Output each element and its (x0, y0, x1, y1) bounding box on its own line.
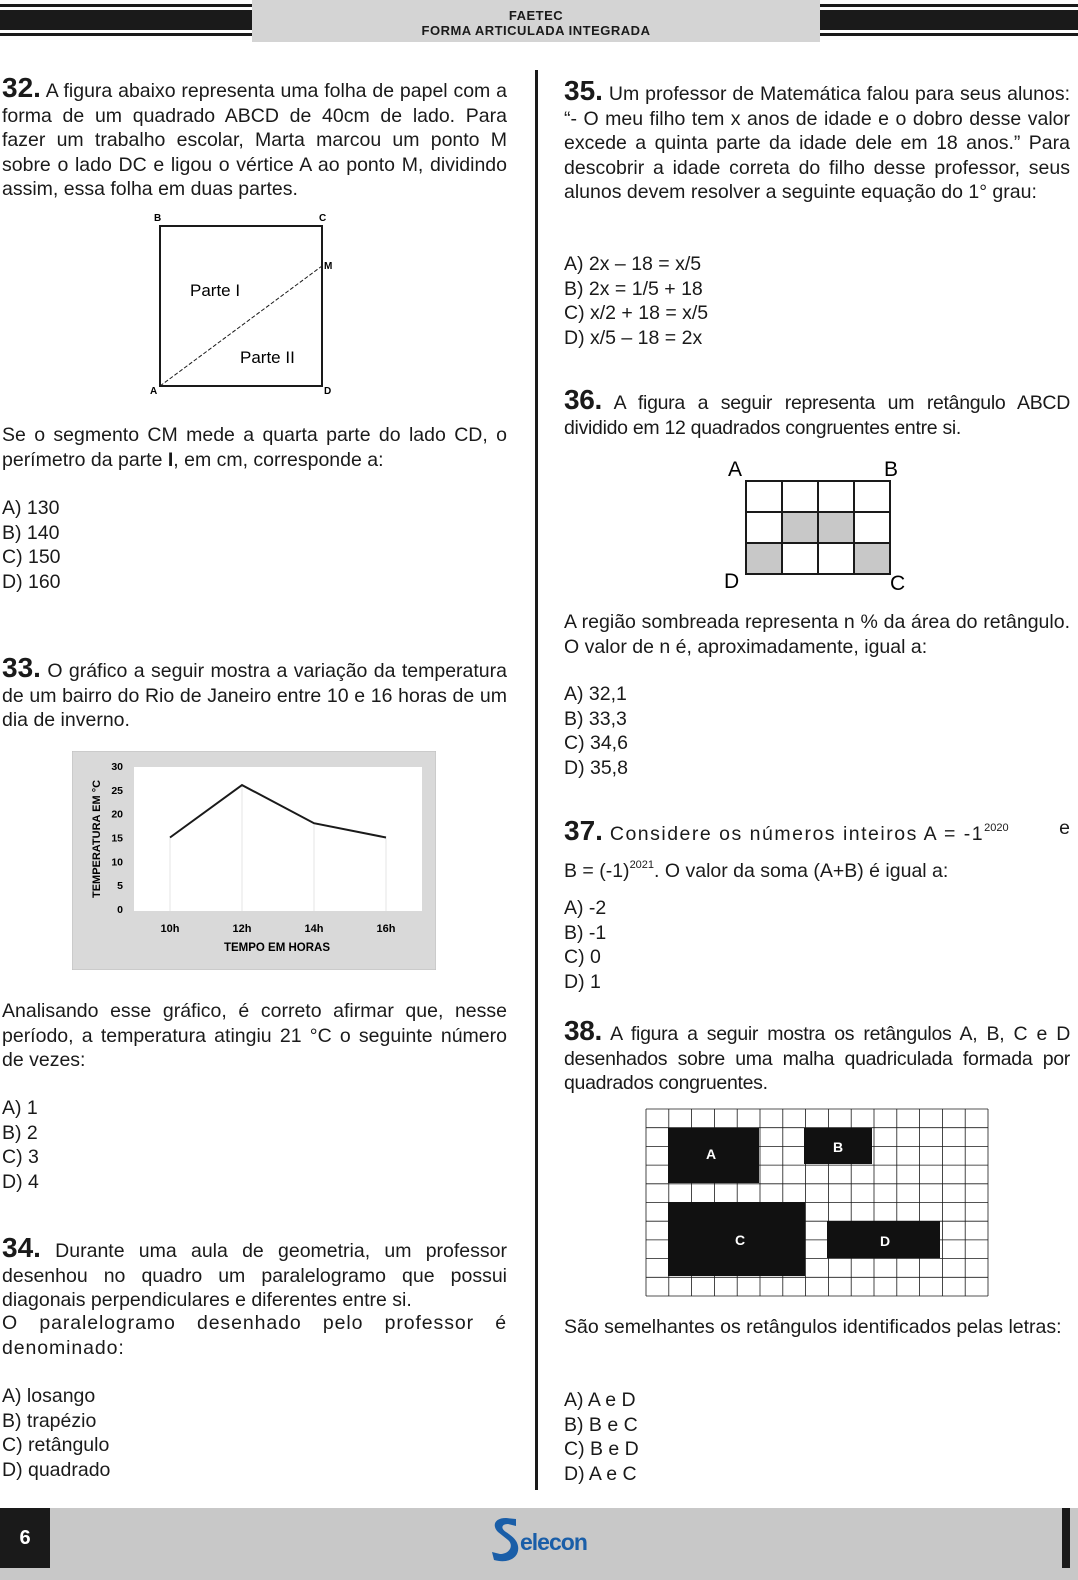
option-c[interactable]: C) 150 (2, 546, 61, 569)
y-tick-label: 10 (111, 856, 123, 869)
grid-rectangles-figure (645, 1108, 990, 1300)
shaded-cell-right (854, 543, 890, 574)
question-text: Um professor de Matemática falou para seus alunos: “- O meu filho tem x anos de idade e o dobro desse valor excede a quinta parte da idade dele em 18 anos.” Para descobrir a idade correta do filho desse professor, seus alunos devem resolver a seguinte equação do 1° grau: (564, 83, 1070, 204)
question-33-options (2, 1096, 39, 1194)
option-a[interactable]: A) losango (2, 1385, 96, 1407)
question-34-prompt: O paralelogramo desenhado pelo professor é denominado: (2, 1312, 507, 1359)
question-38-prompt: São semelhantes os retângulos identificados pelas letras: (564, 1316, 1062, 1338)
option-d[interactable]: D) 1 (564, 970, 601, 993)
option-b[interactable]: B) -1 (564, 921, 607, 944)
shaded-cell-left (746, 543, 782, 574)
question-number: 36. (564, 384, 603, 415)
header-left-bars (0, 0, 252, 42)
question-number: 33. (2, 652, 41, 683)
option-b[interactable]: B) B e C (564, 1413, 638, 1436)
y-tick-label: 30 (111, 761, 123, 773)
y-tick-label: 5 (117, 880, 123, 893)
question-38 (564, 1015, 1070, 1096)
question-35-options (564, 252, 708, 350)
option-c[interactable]: C) B e D (564, 1438, 639, 1461)
option-b[interactable]: B) 140 (2, 521, 60, 544)
option-c[interactable]: C) 3 (2, 1146, 39, 1169)
header-line2: FORMA ARTICULADA INTEGRADA (421, 23, 651, 38)
y-tick-label: 0 (117, 904, 123, 916)
label-c: C (319, 213, 327, 224)
y-tick-label: 20 (111, 808, 123, 821)
option-d[interactable]: D) quadrado (2, 1458, 111, 1481)
y-tick-label: 15 (111, 832, 123, 845)
label-d: D (724, 570, 740, 593)
label-a: A (150, 386, 158, 397)
question-37 (564, 816, 1070, 883)
option-b[interactable]: B) 2 (2, 1121, 38, 1144)
label-m: M (324, 261, 333, 272)
question-32-options (2, 496, 61, 594)
x-tick-label: 12h (232, 923, 252, 935)
option-b[interactable]: B) trapézio (2, 1409, 97, 1432)
question-number: 35. (564, 75, 603, 106)
y-axis-title: TEMPERATURA EM °C (91, 779, 103, 899)
option-a[interactable]: A) 130 (2, 497, 60, 519)
question-34 (2, 1232, 507, 1313)
option-b[interactable]: B) 2x = 1/5 + 18 (564, 277, 703, 300)
question-text: A figura a seguir mostra os retângulos A, B, C e D desenhados sobre uma malha quadriculada formada por quadrados congruentes. (564, 1023, 1070, 1095)
question-text: A figura abaixo representa uma folha de papel com a forma de um quadrado ABCD de 40cm de lado. Para fazer um trabalho escolar, Marta marcou um ponto M sobre o lado DC e ligou o vértice A ao ponto M, dividindo assim, essa folha em duas partes. (2, 80, 507, 201)
exponent-2021: 2021 (629, 858, 655, 871)
question-number: 32. (2, 72, 41, 103)
square-figure (140, 208, 340, 400)
label-b: B (832, 1139, 844, 1155)
temperature-chart (72, 751, 436, 970)
label-c: C (734, 1232, 746, 1248)
option-d[interactable]: D) 4 (2, 1170, 39, 1193)
question-36-prompt: A região sombreada representa n % da área do retângulo. O valor de n é, aproximadamente, igual a: (564, 611, 1070, 658)
header-line1: FAETEC (508, 8, 564, 23)
question-33-prompt: Analisando esse gráfico, é correto afirmar que, nesse período, a temperatura atingiu 21 °C o seguinte número de vezes: (2, 1000, 507, 1072)
label-b: B (154, 213, 162, 224)
question-text: O gráfico a seguir mostra a variação da temperatura de um bairro do Rio de Janeiro entre 10 e 16 horas de um dia de inverno. (2, 660, 507, 732)
question-37-line1 (564, 816, 1070, 847)
rectangle-grid-figure (720, 454, 912, 594)
question-32 (2, 72, 507, 202)
option-a[interactable]: A) A e D (564, 1389, 636, 1411)
header-title (252, 0, 820, 42)
question-33 (2, 652, 507, 733)
option-c[interactable]: C) retângulo (2, 1434, 110, 1457)
option-a[interactable]: A) -2 (564, 897, 607, 919)
label-c: C (890, 572, 906, 594)
question-36-options (564, 682, 628, 780)
logo-s-mark (492, 1518, 518, 1561)
question-32-prompt (2, 423, 507, 472)
option-d[interactable]: D) A e C (564, 1462, 637, 1485)
question-38-options (564, 1388, 639, 1486)
option-a[interactable]: A) 2x – 18 = x/5 (564, 253, 702, 275)
question-text-c: B = (-1) (564, 859, 630, 882)
question-text: A figura a seguir representa um retângulo ABCD dividido em 12 quadrados congruentes entre si. (564, 392, 1070, 439)
option-d[interactable]: D) 160 (2, 570, 61, 593)
question-number: 38. (564, 1015, 603, 1046)
x-axis-title: TEMPO EM HORAS (223, 942, 331, 954)
header-right-bars (820, 0, 1078, 42)
page-number: 6 (0, 1508, 50, 1568)
label-d: D (879, 1233, 891, 1249)
label-parte-2: Parte II (240, 348, 295, 367)
option-a[interactable]: A) 32,1 (564, 683, 627, 705)
label-a: A (728, 458, 743, 481)
question-35 (564, 75, 1070, 205)
question-number: 37. (564, 815, 603, 846)
question-text-a: Considere os números inteiros A = -1 (602, 823, 985, 845)
plot-area (134, 767, 422, 911)
logo-text: elecon (520, 1529, 587, 1555)
question-text-d: . O valor da soma (A+B) é igual a: (654, 859, 949, 882)
footer-right-bar (1062, 1508, 1070, 1568)
option-d[interactable]: D) 35,8 (564, 756, 628, 779)
label-parte-1: Parte I (190, 281, 241, 300)
label-d: D (324, 386, 332, 397)
selecon-logo (488, 1514, 588, 1564)
question-37-options (564, 896, 606, 994)
question-text: Durante uma aula de geometria, um professor desenhou no quadro um paralelogramo que possui diagonais perpendiculares e diferentes entre si. (2, 1240, 507, 1312)
label-b: B (884, 458, 899, 481)
column-divider (535, 70, 538, 1490)
label-a: A (705, 1146, 717, 1162)
option-d[interactable]: D) x/5 – 18 = 2x (564, 326, 703, 349)
x-tick-label: 16h (376, 923, 396, 935)
question-37-line2 (564, 853, 1070, 884)
question-36 (564, 384, 1070, 440)
prompt-part-a: Se o segmento CM mede a quarta parte do lado CD, o perímetro da parte (2, 424, 507, 471)
question-34-options (2, 1384, 110, 1482)
x-tick-label: 10h (160, 923, 180, 935)
prompt-bold: I (167, 448, 174, 471)
exponent-2020: 2020 (984, 822, 1009, 834)
question-text-b: e (1059, 817, 1070, 839)
option-c[interactable]: C) 34,6 (564, 732, 628, 755)
option-b[interactable]: B) 33,3 (564, 707, 627, 730)
prompt-part-b: , em cm, corresponde a: (173, 448, 384, 471)
option-c[interactable]: C) x/2 + 18 = x/5 (564, 302, 709, 325)
segment-am (160, 266, 322, 386)
option-c[interactable]: C) 0 (564, 946, 601, 969)
question-number: 34. (2, 1232, 41, 1263)
option-a[interactable]: A) 1 (2, 1097, 38, 1119)
x-tick-label: 14h (304, 923, 324, 935)
y-tick-label: 25 (111, 784, 123, 797)
